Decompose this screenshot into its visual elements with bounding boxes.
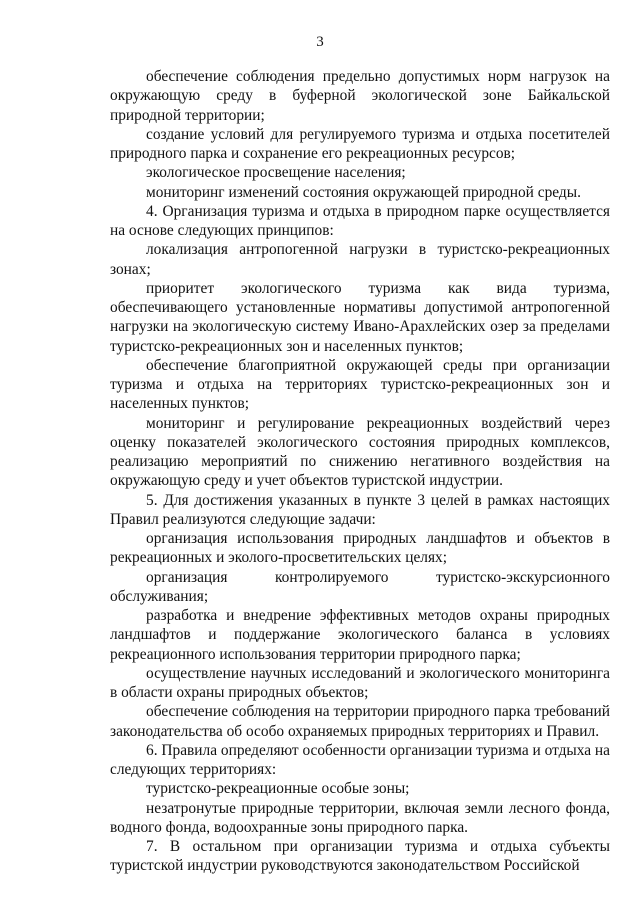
paragraph: экологическое просвещение населения; (146, 164, 406, 182)
paragraph: организация использования природных ландшафтов и объектов в рекреационных и эколого-просветительских целях; (110, 530, 610, 567)
document-body (110, 67, 610, 876)
paragraph: обеспечение соблюдения на территории природного парка требований законодательства об особо охраняемых природных территориях и Правил. (110, 703, 610, 740)
paragraph: 4. Организация туризма и отдыха в природном парке осуществляется на основе следующих принципов: (110, 202, 610, 239)
page-number: 3 (316, 34, 324, 50)
paragraph: организация контролируемого туристско-экскурсионного обслуживания; (110, 568, 610, 605)
paragraph: 6. Правила определяют особенности организации туризма и отдыха на следующих территориях: (110, 741, 611, 778)
paragraph: туристско-рекреационные особые зоны; (146, 780, 410, 798)
paragraph: 7. В остальном при организации туризма и отдыха субъекты туристской индустрии руководствуются законодательством Российской (110, 838, 610, 875)
paragraph: локализация антропогенной нагрузки в туристско-рекреационных зонах; (110, 241, 610, 278)
paragraph: осуществление научных исследований и экологического мониторинга в области охраны природных объектов; (110, 664, 610, 701)
paragraph: обеспечение соблюдения предельно допустимых норм нагрузок на окружающую среду в буферной экологической зоне Байкальской природной территории; (110, 68, 610, 124)
paragraph: мониторинг изменений состояния окружающей природной среды. (146, 183, 581, 201)
paragraph: обеспечение благоприятной окружающей среды при организации туризма и отдыха на территориях туристско-рекреационных зон и населенных пунктов; (110, 356, 610, 413)
paragraph: разработка и внедрение эффективных методов охраны природных ландшафтов и поддержание экологического баланса в условиях рекреационного использования территории природного парка; (110, 607, 610, 663)
paragraph: создание условий для регулируемого туризма и отдыха посетителей природного парка и сохранение его рекреационных ресурсов; (110, 125, 610, 162)
paragraph: приоритет экологического туризма как вида туризма, обеспечивающего установленные нормативы допустимой антропогенной нагрузки на экологическую систему Ивано-Арахлейских озер за пределами туристско-рекреационных зон и населенных пунктов; (110, 279, 610, 355)
paragraph: незатронутые природные территории, включая земли лесного фонда, водного фонда, водоохранные зоны природного парка. (110, 799, 610, 836)
paragraph: мониторинг и регулирование рекреационных воздействий через оценку показателей экологического состояния природных комплексов, реализацию мероприятий по снижению негативного воздействия на окружающую среду и учет объектов туристской индустрии. (110, 414, 610, 490)
paragraph: 5. Для достижения указанных в пункте 3 целей в рамках настоящих Правил реализуются следующие задачи: (110, 491, 610, 528)
